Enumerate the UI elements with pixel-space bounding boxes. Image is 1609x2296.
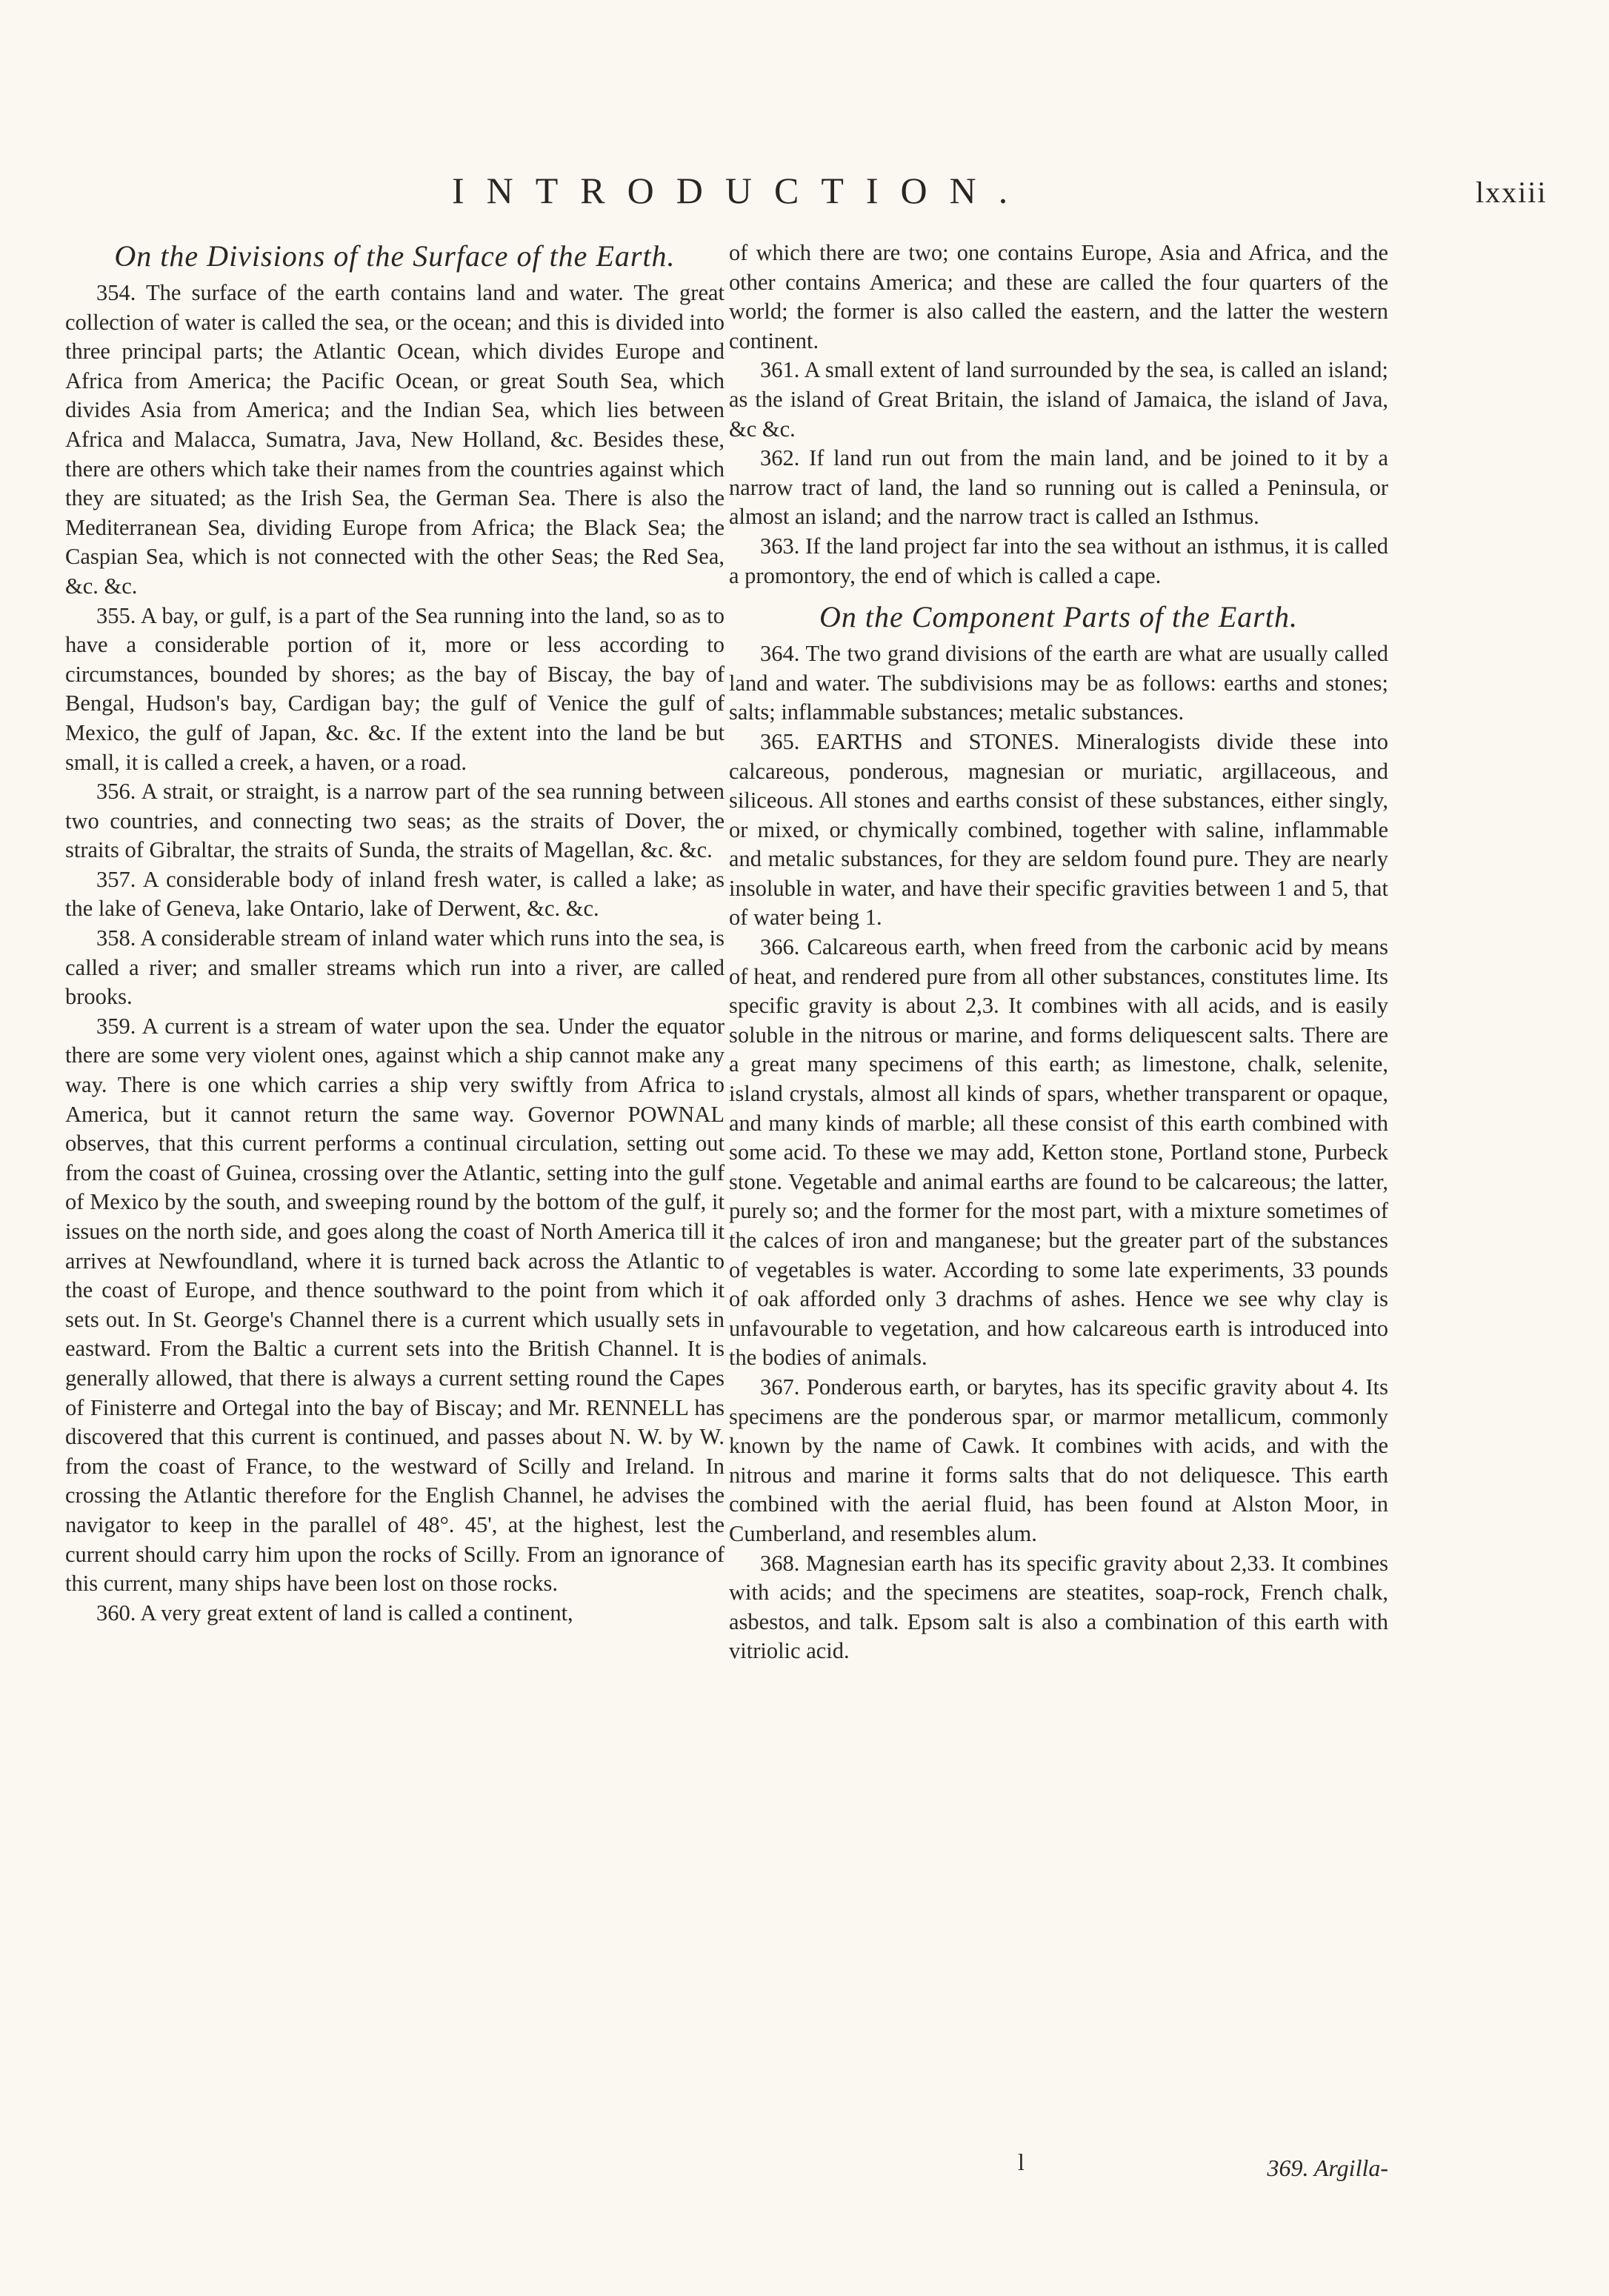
paragraph-366: 366. Calcareous earth, when freed from the carbonic acid by means of heat, and rendered pure from all other substances, constitutes lime. Its specific gravity is about 2,3. It combines with all acids, and is easily soluble in the nitrous or marine, and forms deliquescent salts. There are a great many specimens of this earth; as limestone, chalk, selenite, island crystals, almost all kinds of spars, whether transparent or opaque, and many kinds of marble; all these consist of this earth combined with some acid. To these we may add, Ketton stone, Portland stone, Purbeck stone. Vegetable and animal earths are found to be calcareous; the latter, purely so; and the former for the most part, with a mixture sometimes of the calces of iron and manganese; but the greater part of the substances of vegetables is water. According to some late experiments, 33 pounds of oak afforded only 3 drachms of ashes. Hence we see why clay is unfavourable to vegetation, and how calcareous earth is introduced into the bodies of animals.: [729, 934, 1388, 1371]
paragraph-356: 356. A strait, or straight, is a narrow part of the sea running between two countries, and connecting two seas; as the straits of Dover, the straits of Gibraltar, the straits of Sunda, the straits of Magellan, &c. &c.: [65, 779, 724, 863]
page-number: lxxiii: [1476, 176, 1548, 209]
paragraph-359: 359. A current is a stream of water upon the sea. Under the equator there are some very violent ones, against which a ship cannot make any way. There is one which carries a ship very swiftly from Africa to America, but it cannot return the same way. Governor POWNAL observes, that this current performs a continual circulation, setting out from the coast of Guinea, crossing over the Atlantic, setting into the gulf of Mexico by the south, and sweeping round by the bottom of the gulf, it issues on the north side, and goes along the coast of North America till it arrives at Newfoundland, where it is turned back across the Atlantic to the coast of Europe, and thence southward to the point from which it sets out. In St. George's Channel there is a current which usually sets in eastward. From the Baltic a current sets into the British Channel. It is generally allowed, that there is always a current setting round the Capes of Finisterre and Ortegal into the bay of Biscay; and Mr. RENNELL has discovered that this current is continued, and passes about N. W. by W. from the coast of France, to the westward of Scilly and Ireland. In crossing the Atlantic therefore for the English Channel, he advises the navigator to keep in the parallel of 48°. 45', at the highest, lest the current should carry him upon the rocks of Scilly. From an ignorance of this current, many ships have been lost on those rocks.: [65, 1013, 724, 1597]
page-footer: [729, 2149, 1388, 2186]
paragraph-355: 355. A bay, or gulf, is a part of the Sea running into the land, so as to have a considerable portion of it, more or less according to circumstances, bounded by shores; as the bay of Biscay, the bay of Bengal, Hudson's bay, Cardigan bay; the gulf of Venice the gulf of Mexico, the gulf of Japan, &c. &c. If the extent into the land be but small, it is called a creek, a haven, or a road.: [65, 602, 724, 775]
paragraph-367: 367. Ponderous earth, or barytes, has its specific gravity about 4. Its specimens are the ponderous spar, or marmor metallicum, commonly known by the name of Cawk. It combines with acids, and with the nitrous and marine it forms salts that do not deliquesce. This earth combined with the aerial fluid, has been found at Alston Moor, in Cumberland, and resembles alum.: [729, 1374, 1388, 1546]
paragraph-364: 364. The two grand divisions of the earth are what are usually called land and water. The subdivisions may be as follows: earths and stones; salts; inflammable substances; metalic substances.: [729, 641, 1388, 725]
section-heading-divisions: On the Divisions of the Surface of the Earth.: [114, 239, 676, 273]
page-title: INTRODUCTION.: [452, 170, 1030, 211]
paragraph-358: 358. A considerable stream of inland water which runs into the sea, is called a river; and smaller streams which run into a river, are called brooks.: [65, 925, 724, 1010]
section-heading-component-parts: On the Component Parts of the Earth.: [819, 600, 1298, 634]
paragraph-357: 357. A considerable body of inland fresh water, is called a lake; as the lake of Geneva, lake Ontario, lake of Derwent, &c. &c.: [65, 866, 724, 922]
paragraph-354: 354. The surface of the earth contains land and water. The great collection of water is called the sea, or the ocean; and this is divided into three principal parts; the Atlantic Ocean, which divides Europe and Africa from America; the Pacific Ocean, or great South Sea, which divides Asia from America; and the Indian Sea, which lies between Africa and Malacca, Sumatra, Java, New Holland, &c. Besides these, there are others which take their names from the countries against which they are situated; as the Irish Sea, the German Sea. There is also the Mediterranean Sea, dividing Europe from Africa; the Black Sea; the Caspian Sea, which is not connected with the other Seas; the Red Sea, &c. &c.: [65, 280, 724, 599]
paragraph-360-continued: of which there are two; one contains Europe, Asia and Africa, and the other contains America; and these are called the four quarters of the world; the former is also called the eastern, and the latter the western continent.: [729, 240, 1388, 353]
paragraph-368: 368. Magnesian earth has its specific gravity about 2,33. It combines with acids; and the specimens are steatites, soap-rock, French chalk, asbestos, and talk. Epsom salt is also a combination of this earth with vitriolic acid.: [729, 1550, 1388, 1664]
paragraph-365: 365. EARTHS and STONES. Mineralogists divide these into calcareous, ponderous, magnesian or muriatic, argillaceous, and siliceous. All stones and earths consist of these substances, either singly, or mixed, or chymically combined, together with saline, inflammable and metalic substances, for they are seldom found pure. They are nearly insoluble in water, and have their specific gravities between 1 and 5, that of water being 1.: [729, 728, 1388, 931]
paragraph-360: 360. A very great extent of land is called a continent,: [96, 1600, 573, 1625]
running-head: [0, 169, 1609, 213]
paragraph-362: 362. If land run out from the main land, and be joined to it by a narrow tract of land, the land so running out is called a Peninsula, or almost an island; and the narrow tract is called an Isthmus.: [729, 445, 1388, 530]
signature-mark: l: [1018, 2149, 1025, 2175]
paragraph-363: 363. If the land project far into the sea without an isthmus, it is called a promontory, the end of which is called a cape.: [729, 533, 1388, 588]
catchword: 369. Argilla-: [1267, 2154, 1388, 2181]
paragraph-361: 361. A small extent of land surrounded by the sea, is called an island; as the island of Great Britain, the island of Jamaica, the island of Java, &c &c.: [729, 357, 1388, 442]
left-column: [65, 239, 724, 1628]
right-column: [729, 239, 1388, 1666]
